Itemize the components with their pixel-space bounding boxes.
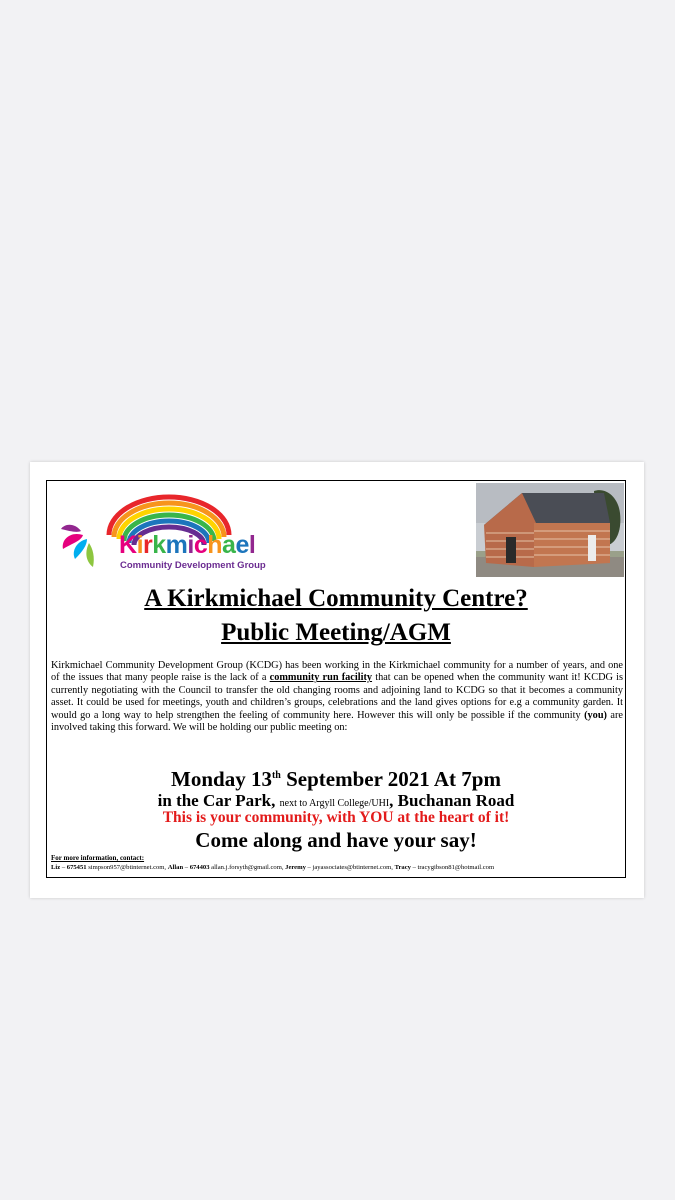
- flyer-page: [30, 462, 644, 898]
- contact-heading: For more information, contact:: [51, 854, 145, 862]
- page-title: A Kirkmichael Community Centre?: [144, 585, 528, 612]
- contact-email: tracygibson81@hotmail.com: [417, 864, 495, 871]
- event-location: in the Car Park, next to Argyll College/UHI, Buchanan Road: [157, 791, 515, 810]
- changing-rooms-photo: [476, 483, 624, 577]
- logo-subtitle: Community Development Group: [120, 560, 266, 571]
- event-date: Monday 13th September 2021 At 7pm: [171, 767, 501, 791]
- contact-email: jayassociates@btinternet.com: [312, 864, 392, 871]
- kcdg-logo: [53, 487, 266, 577]
- call-to-action: Come along and have your say!: [195, 828, 477, 852]
- community-facility-highlight: community run facility: [269, 672, 373, 684]
- contact-list: Liz – 675451 simpson957@btinternet.com, Allan – 674403 allan.j.forsyth@gmail.com, Jeremy – jayassociates@btinternet.com, Tracy – tracygibson81@hotmail.com: [51, 864, 495, 871]
- logo-wordmark: Kirkmichael: [119, 531, 256, 559]
- contact-email: simpson957@btinternet.com: [88, 864, 165, 871]
- contact-email: allan.j.forsyth@gmail.com: [211, 864, 282, 871]
- flyer-border: [46, 480, 626, 878]
- page-subtitle: Public Meeting/AGM: [221, 619, 451, 646]
- you-highlight: (you): [584, 709, 607, 721]
- body-paragraph: Kirkmichael Community Development Group (KCDG) has been working in the Kirkmichael community for a number of years, and one of the issues that many people raise is the lack of a community run facility that can be opened when the community want it! KCDG is currently negotiating with the Council to transfer the old changing rooms and adjoining land to KCDG so that it becomes a community asset. It could be used for meetings, youth and children’s groups, celebrations and the land gives options for e.g a community garden. It would go a long way to help strengthen the feeling of community here. However this will only be possible if the community (you) are involved taking this forward. We will be holding our public meeting on:: [51, 660, 623, 734]
- splash-icon: [61, 525, 94, 567]
- event-tagline: This is your community, with YOU at the heart of it!: [162, 809, 510, 826]
